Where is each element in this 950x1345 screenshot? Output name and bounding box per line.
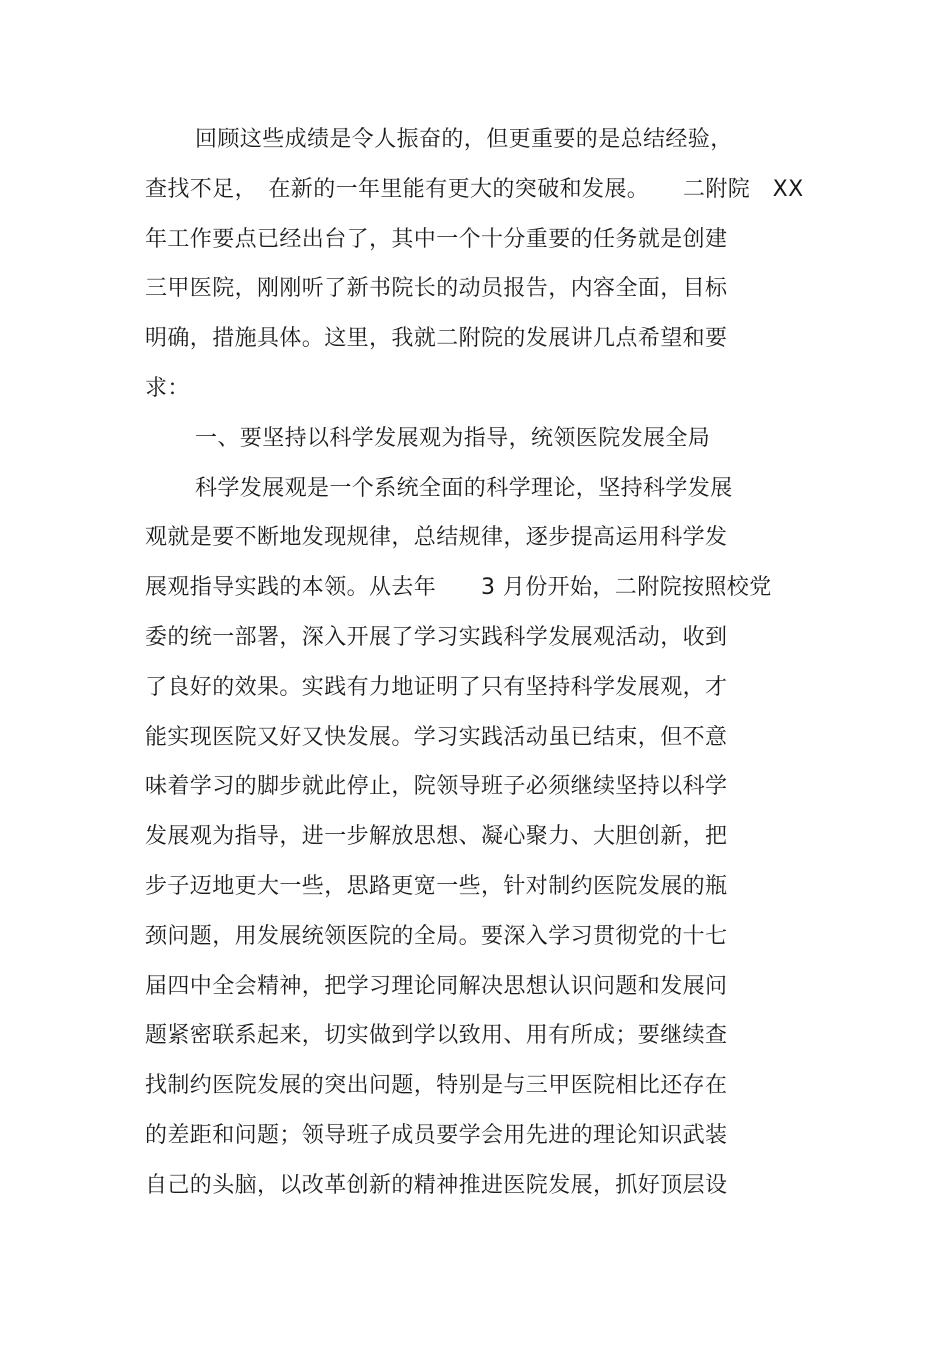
paragraph-line: 自己的头脑，以改革创新的精神推进医院发展，抓好顶层设: [145, 1173, 728, 1198]
paragraph-line: 求：: [145, 376, 190, 401]
paragraph-line: 颈问题，用发展统领医院的全局。要深入学习贯彻党的十七: [145, 924, 728, 949]
paragraph-line: 三甲医院，刚刚听了新书院长的动员报告，内容全面，目标: [145, 276, 728, 301]
section-heading: 一、要坚持以科学发展观为指导，统领医院发展全局: [195, 426, 711, 451]
paragraph-line: 的差距和问题；领导班子成员要学会用先进的理论知识武装: [145, 1123, 728, 1148]
paragraph-line: 味着学习的脚步就此停止，院领导班子必须继续坚持以科学: [145, 774, 728, 799]
paragraph-line: 找制约医院发展的突出问题，特别是与三甲医院相比还存在: [145, 1073, 728, 1098]
paragraph-line: 委的统一部署，深入开展了学习实践科学发展观活动，收到: [145, 625, 728, 650]
paragraph-line: 步子迈地更大一些，思路更宽一些，针对制约医院发展的瓶: [145, 874, 728, 899]
paragraph-line: 展观指导实践的本领。从去年 3 月份开始，二附院按照校党: [145, 575, 772, 600]
paragraph-line: 年工作要点已经出台了，其中一个十分重要的任务就是创建: [145, 227, 728, 252]
paragraph-line: 回顾这些成绩是令人振奋的，但更重要的是总结经验，: [195, 127, 733, 152]
paragraph-line: 了良好的效果。实践有力地证明了只有坚持科学发展观，才: [145, 675, 728, 700]
paragraph-line: 题紧密联系起来，切实做到学以致用、用有所成；要继续查: [145, 1023, 728, 1048]
paragraph-line: 能实现医院又好又快发展。学习实践活动虽已结束，但不意: [145, 725, 728, 750]
paragraph-line: 发展观为指导，进一步解放思想、凝心聚力、大胆创新，把: [145, 824, 728, 849]
paragraph-line: 科学发展观是一个系统全面的科学理论，坚持科学发展: [195, 476, 733, 501]
paragraph-line: 届四中全会精神，把学习理论同解决思想认识问题和发展问: [145, 974, 728, 999]
paragraph-line: 明确，措施具体。这里，我就二附院的发展讲几点希望和要: [145, 326, 728, 351]
paragraph-line: 观就是要不断地发现规律，总结规律，逐步提高运用科学发: [145, 525, 728, 550]
paragraph-line: 查找不足， 在新的一年里能有更大的突破和发展。 二附院 XX: [145, 177, 804, 202]
